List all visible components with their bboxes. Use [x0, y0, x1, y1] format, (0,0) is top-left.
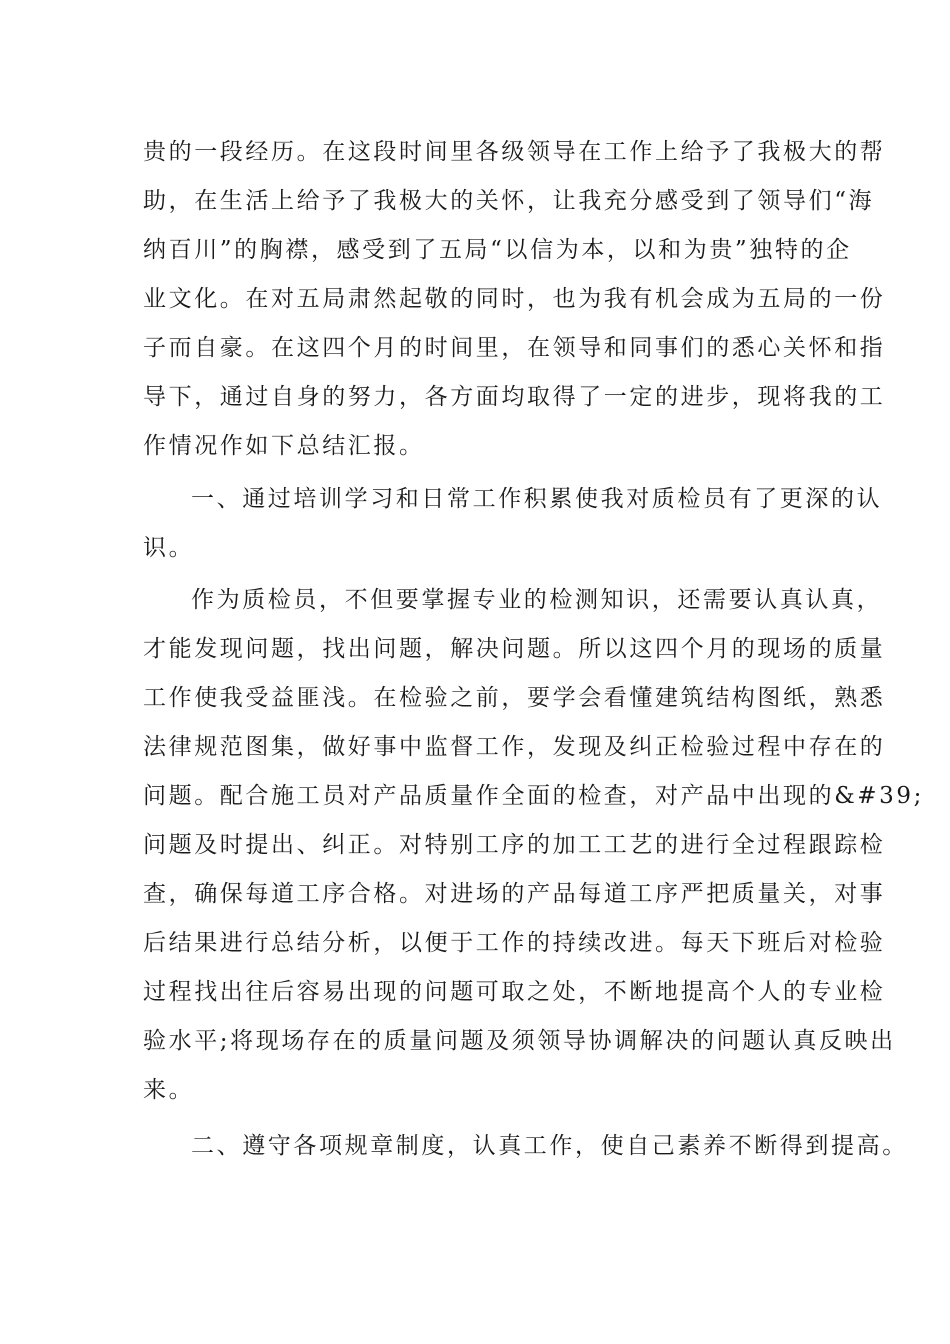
paragraph-line: 来。: [143, 1077, 195, 1103]
paragraph-line: 后结果进行总结分析，以便于工作的持续改进。每天下班后对检验: [143, 930, 886, 956]
paragraph-line: 子而自豪。在这四个月的时间里，在领导和同事们的悉心关怀和指: [143, 335, 886, 361]
paragraph-line: 贵的一段经历。在这段时间里各级领导在工作上给予了我极大的帮: [143, 139, 886, 165]
section-heading-line: 一、通过培训学习和日常工作积累使我对质检员有了更深的认: [191, 486, 883, 512]
paragraph-line: 工作使我受益匪浅。在检验之前，要学会看懂建筑结构图纸，熟悉: [143, 685, 886, 711]
section-heading-line: 识。: [143, 535, 195, 561]
paragraph-line: 业文化。在对五局肃然起敬的同时，也为我有机会成为五局的一份: [143, 286, 886, 312]
paragraph-line: 验水平;将现场存在的质量问题及须领导协调解决的问题认真反映出: [143, 1028, 896, 1054]
paragraph-line: 查，确保每道工序合格。对进场的产品每道工序严把质量关，对事: [143, 881, 886, 907]
paragraph-line: 问题。配合施工员对产品质量作全面的检查，对产品中出现的&#39;: [143, 783, 924, 809]
section-heading-line: 二、遵守各项规章制度，认真工作，使自己素养不断得到提高。: [191, 1133, 908, 1159]
paragraph-line: 纳百川”的胸襟，感受到了五局“以信为本，以和为贵”独特的企: [143, 237, 852, 263]
paragraph-line: 作情况作如下总结汇报。: [143, 433, 425, 459]
paragraph-line: 作为质检员，不但要掌握专业的检测知识，还需要认真认真，: [191, 587, 883, 613]
paragraph-line: 助，在生活上给予了我极大的关怀，让我充分感受到了领导们“海: [143, 188, 875, 214]
paragraph-line: 导下，通过自身的努力，各方面均取得了一定的进步，现将我的工: [143, 384, 886, 410]
paragraph-line: 才能发现问题，找出问题，解决问题。所以这四个月的现场的质量: [143, 636, 886, 662]
paragraph-line: 问题及时提出、纠正。对特别工序的加工工艺的进行全过程跟踪检: [143, 832, 886, 858]
paragraph-line: 法律规范图集，做好事中监督工作，发现及纠正检验过程中存在的: [143, 734, 886, 760]
paragraph-line: 过程找出往后容易出现的问题可取之处，不断地提高个人的专业检: [143, 979, 886, 1005]
